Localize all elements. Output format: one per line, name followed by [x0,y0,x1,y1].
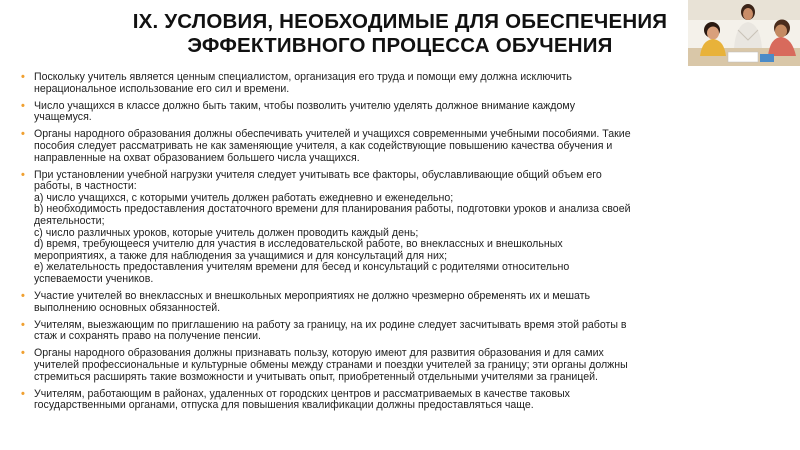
bullet-text-line: мероприятиях, а также для наблюдения за учащимися и для консультаций для них; [34,249,448,262]
bullet-text-line: a) число учащихся, с которыми учитель должен работать ежедневно и еженедельно; [34,191,454,204]
bullet-item [18,348,786,383]
bullet-item [18,72,786,95]
bullet-item [18,170,786,286]
slide-title [100,10,700,58]
bullet-text-line: e) желательность предоставления учителям времени для бесед и консультаций с родителями относительно [34,261,570,274]
bullet-text-line: направленные на охват образованием большего числа учащихся. [34,151,360,164]
bullet-text-line: • Поскольку учитель является ценным специалистом, организация его труда и помощи ему должна исключить [34,71,572,83]
bullet-item [18,291,786,314]
bullet-text-line: • Органы народного образования должны признавать пользу, которую имеют для развития образования и для самих [34,347,604,360]
bullet-text-line: государственными органами, отпуска для повышения квалификации должны предоставляться чаще. [34,399,534,412]
title-line-1: IX. УСЛОВИЯ, НЕОБХОДИМЫЕ ДЛЯ ОБЕСПЕЧЕНИЯ [132,10,668,33]
bullet-text-line: учащемуся. [34,111,92,124]
bullet-list [18,72,786,417]
bullet-text-line: нерациональное использование его сил и времени. [34,82,290,95]
bullet-text-line: работы, в частности: [34,180,137,193]
bullet-item [18,389,786,412]
bullet-text-line: пособия следует рассматривать не как заменяющие учителя, а как содействующие повышению качества обучения и [34,139,613,152]
bullet-text-line: d) время, требующееся учителю для участия в исследовательской работе, во внеклассных и внешкольных [34,238,563,251]
bullet-item [18,320,786,343]
photo-illustration [688,0,800,66]
bullet-text-line: b) необходимость предоставления достаточного времени для планирования работы, подготовки уроков и анализа своей [34,203,631,216]
bullet-text-line: стремиться расширять такие возможности и учитывать опыт, приобретенный отдельными учителями за границей. [34,370,599,383]
bullet-text-line: учителей профессиональные и культурные обмены между странами и поездки учителей за границу; эти органы должны [34,359,628,372]
bullet-item [18,101,786,124]
bullet-text-line: • При установлении учебной нагрузки учителя следует учитывать все факторы, обуславливающие общий объем его [34,168,602,181]
bullet-text-line: деятельности; [34,215,105,228]
bullet-text-line: • Число учащихся в классе должно быть таким, чтобы позволить учителю уделять должное внимание каждому [34,99,576,112]
bullet-text-line: • Учителям, работающим в районах, удаленных от городских центров и рассматриваемых в качестве таковых [34,387,570,400]
bullet-text-line: c) число различных уроков, которые учитель должен проводить каждый день; [34,226,419,239]
teacher-and-students-photo [688,0,800,66]
bullet-text-line: успеваемости учеников. [34,273,154,285]
bullet-text-line: стаж и сохранять право на получение пенсии. [34,330,261,343]
bullet-text-line: • Участие учителей во внеклассных и внешкольных мероприятиях не должно чрезмерно обременять их и мешать [34,290,591,303]
bullet-text-line: выполнению основных обязанностей. [34,301,221,314]
bullet-text-line: • Учителям, выезжающим по приглашению на работу за границу, на их родине следует засчитывать время этой работы в [34,318,627,331]
bullet-item [18,129,786,164]
bullet-text-line: • Органы народного образования должны обеспечивать учителей и учащихся современными учебными пособиями. Такие [34,128,631,141]
title-line-2: ЭФФЕКТИВНОГО ПРОЦЕССА ОБУЧЕНИЯ [187,34,613,57]
